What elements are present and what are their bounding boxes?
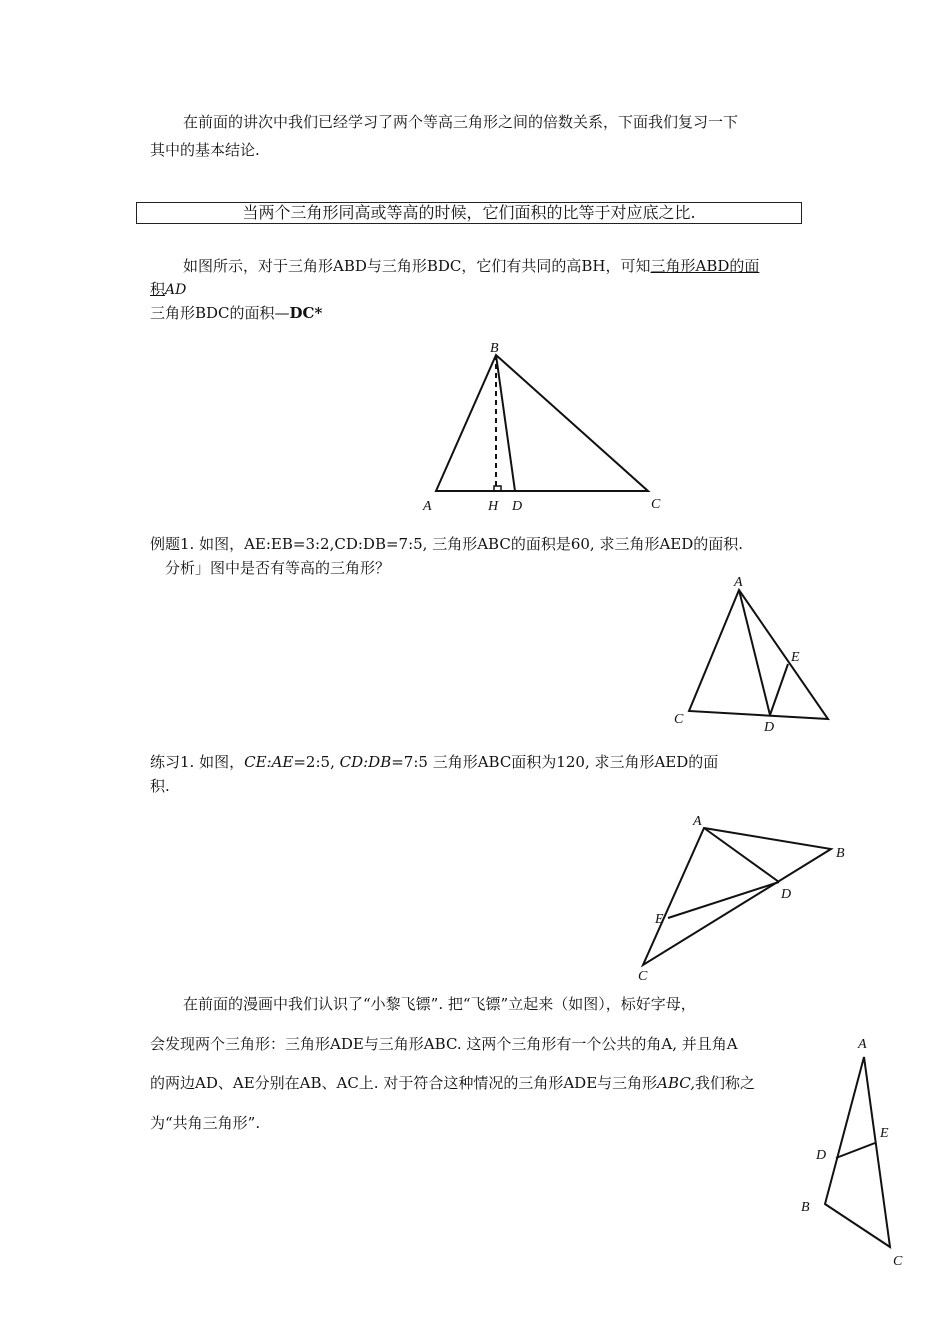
closing-3-abc: ABC,	[657, 1074, 696, 1092]
label-d: D	[816, 1148, 827, 1163]
closing-3-suffix: 我们称之	[695, 1074, 756, 1092]
label-c: C	[651, 497, 661, 512]
explanation-prefix: 如图所示，对于三角形ABD与三角形BDC，它们有共同的高BH，可知	[183, 257, 651, 275]
label-a: A	[693, 814, 702, 829]
closing-line-2: 会发现两个三角形：三角形ADE与三角形ABC. 这两个三角形有一个公共的角A, 并且角A	[150, 1035, 738, 1053]
label-e: E	[880, 1126, 889, 1141]
closing-3-prefix: 的两边AD、AE分别在AB、AC上. 对于符合这种情况的三角形ADE与三角形	[150, 1074, 658, 1092]
ratio-1: CE:AE	[244, 753, 294, 771]
closing-line-1: 在前面的漫画中我们认识了“小黎飞镖”. 把“飞镖”立起来（如图），标好字母，	[183, 995, 696, 1013]
label-h: H	[488, 499, 499, 514]
intro-line-2: 其中的基本结论.	[150, 141, 260, 159]
label-d: D	[512, 499, 523, 514]
ratio-1-value: =2:5,	[293, 753, 340, 771]
label-a: A	[423, 499, 432, 514]
closing-line-4: 为“共角三角形”.	[150, 1114, 261, 1132]
intro-line-1: 在前面的讲次中我们已经学习了两个等高三角形之间的倍数关系，下面我们复习一下	[183, 113, 739, 131]
label-b: B	[836, 846, 845, 861]
ratio-2: CD:DB	[339, 753, 392, 771]
ratio-2-value: =7:5 三角形ABC面积为120, 求三角形AED的面	[391, 753, 719, 771]
explanation-prefix-3: 三角形BDC的面积	[150, 304, 275, 322]
practice-1-line-2: 积.	[150, 777, 170, 795]
label-a: A	[734, 575, 743, 590]
example-1-analysis: 分析」图中是否有等高的三角形？	[165, 559, 391, 577]
label-c: C	[638, 969, 648, 984]
example-1: 例题1. 如图，AE:EB=3:2,CD:DB=7:5, 三角形ABC的面积是60, 求三角形AED的面积.	[150, 535, 744, 553]
label-b: B	[490, 341, 499, 356]
label-e: E	[655, 912, 664, 927]
triangle-abc	[825, 1057, 890, 1247]
key-statement: 当两个三角形同高或等高的时候，它们面积的比等于对应底之比.	[242, 203, 696, 222]
fraction-denominator: DC*	[289, 304, 323, 322]
label-e: E	[791, 650, 800, 665]
label-c: C	[674, 712, 684, 727]
label-b: B	[801, 1200, 810, 1215]
explanation-underlined: 三角形ABD的面	[650, 257, 760, 275]
label-d: D	[781, 887, 792, 902]
label-a: A	[858, 1037, 867, 1052]
practice-prefix: 练习1. 如图，	[150, 753, 245, 771]
fraction-dash: —	[274, 304, 290, 322]
label-c: C	[893, 1254, 903, 1269]
fraction-numerator: AD	[165, 282, 187, 298]
explanation-underlined-2: 积	[150, 280, 166, 298]
label-d: D	[764, 720, 775, 735]
segment-de	[836, 1143, 875, 1158]
